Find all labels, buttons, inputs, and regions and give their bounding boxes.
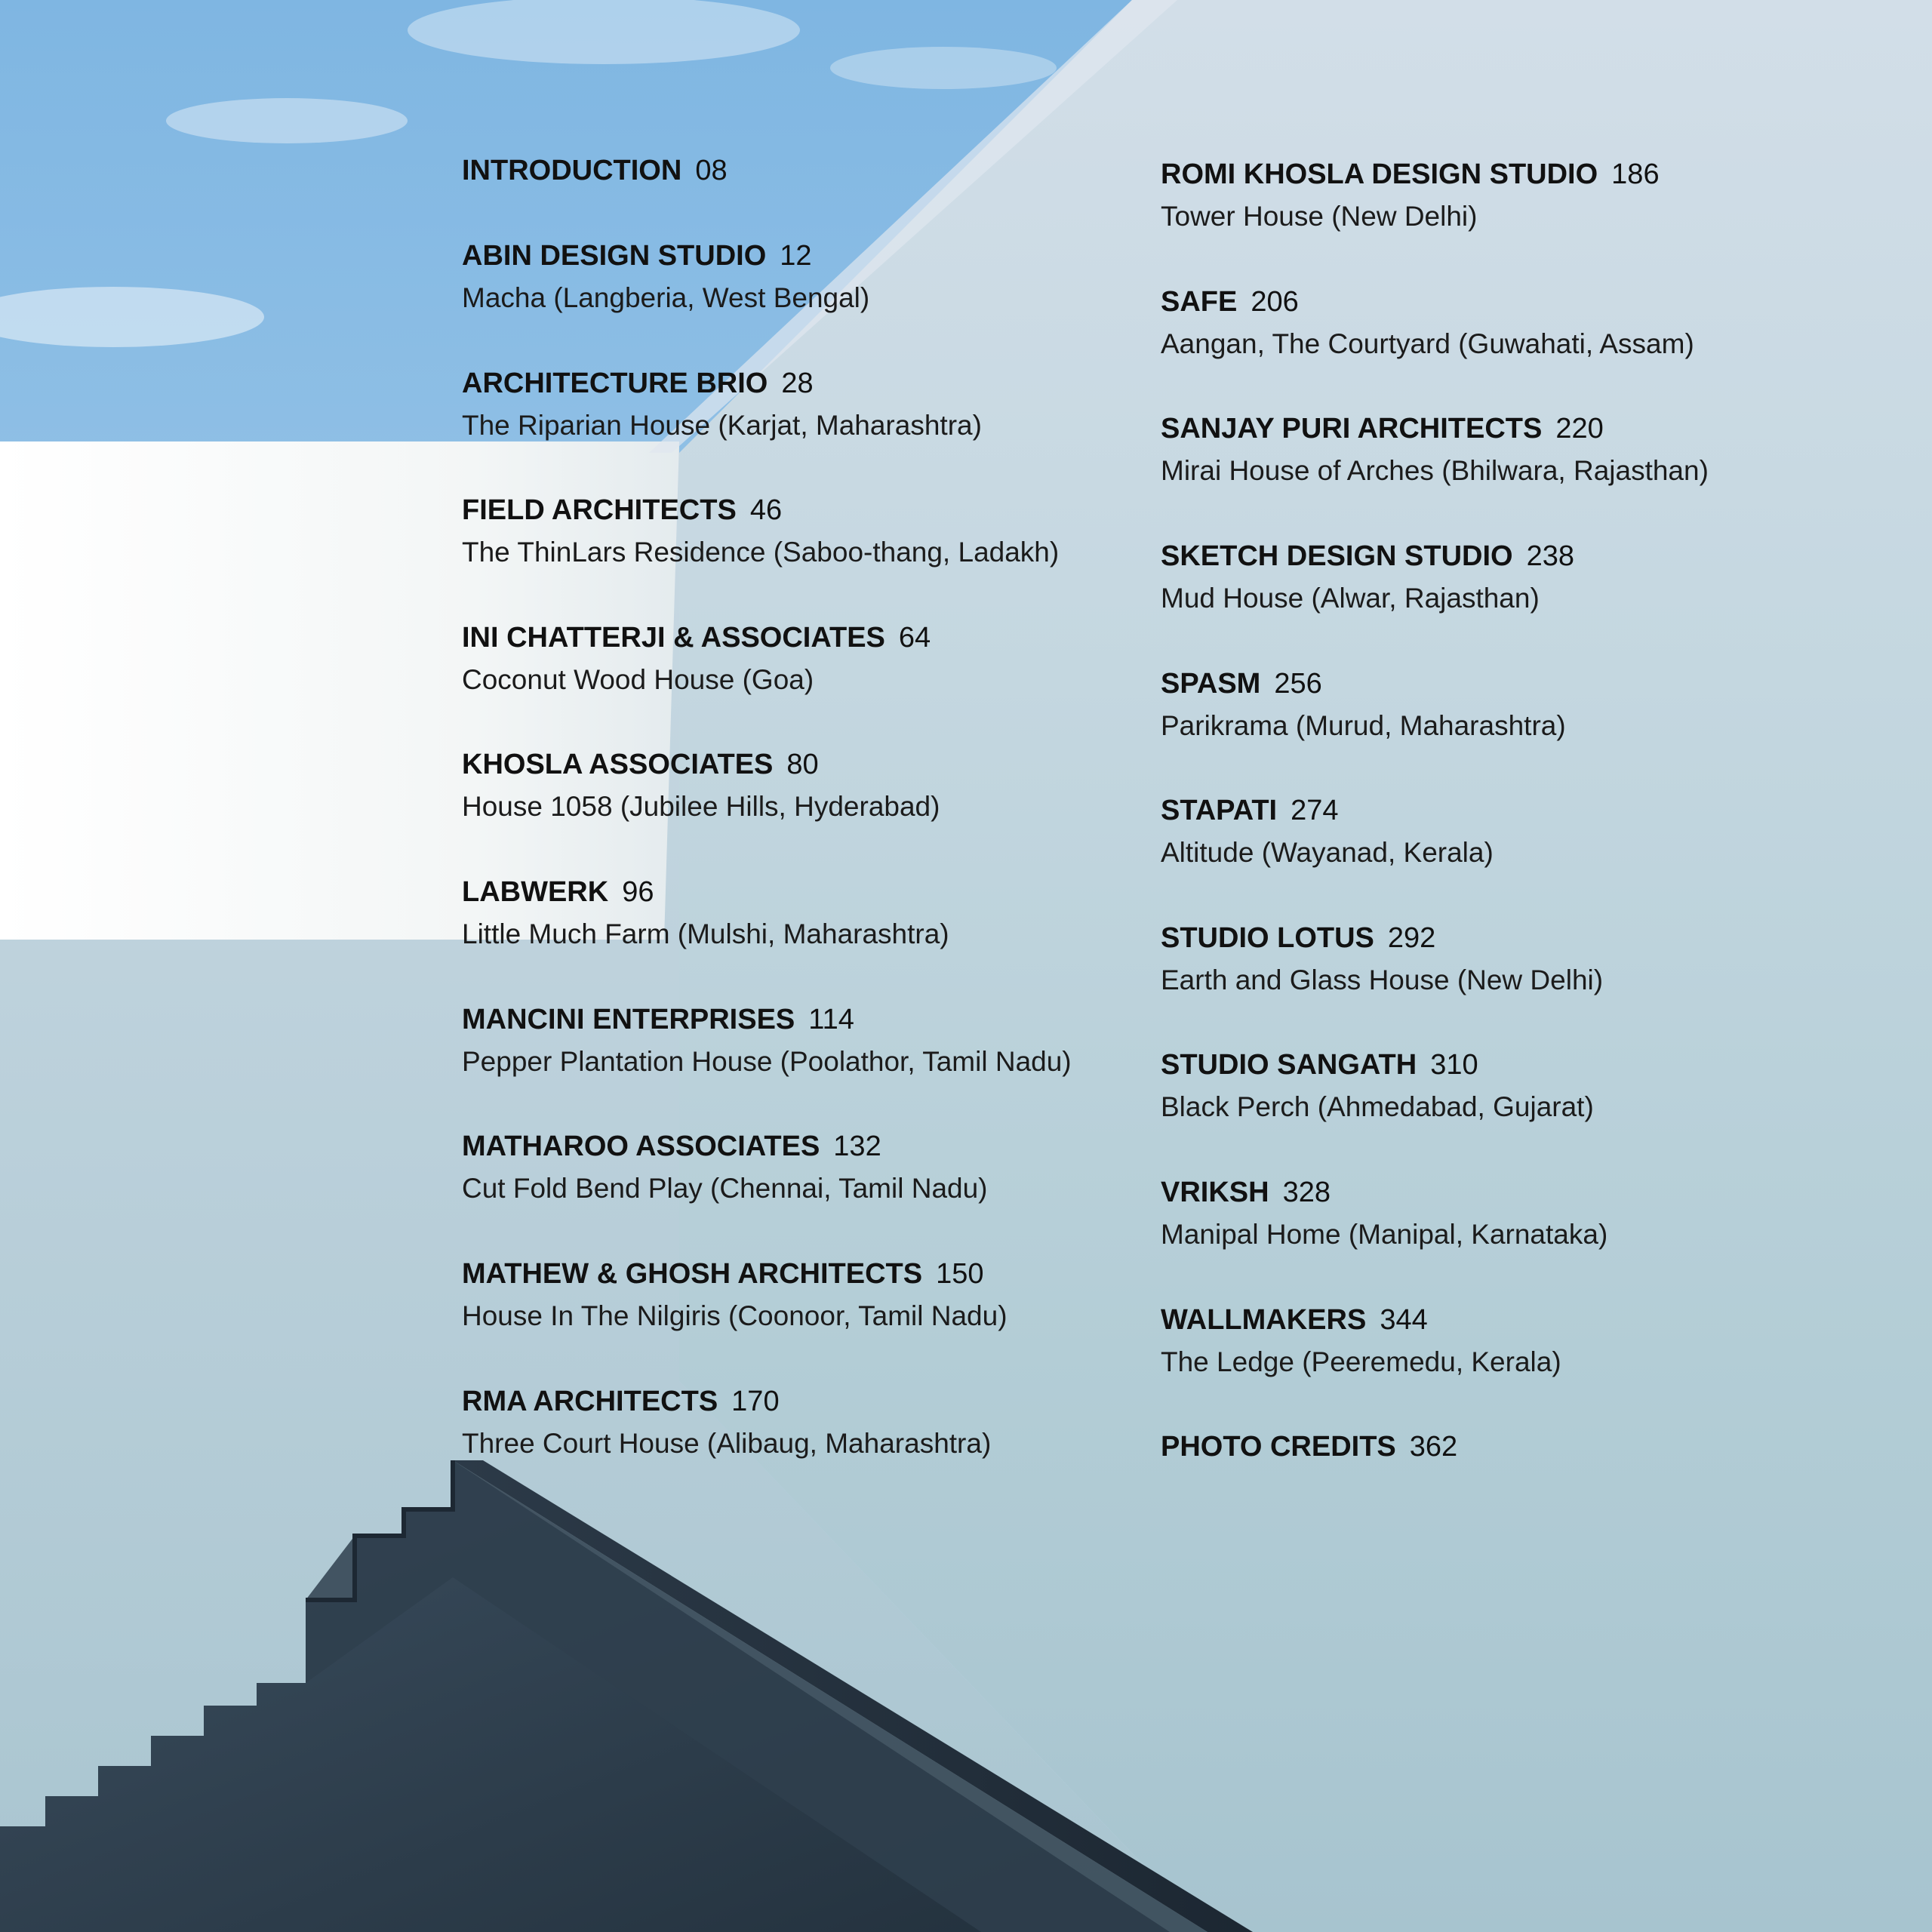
page-number: 80 (786, 749, 819, 780)
firm-name: ROMI KHOSLA DESIGN STUDIO (1161, 158, 1598, 190)
firm-name: WALLMAKERS (1161, 1304, 1367, 1336)
firm-name: SPASM (1161, 668, 1261, 700)
toc-entry[interactable] (462, 1253, 1008, 1337)
project-title: Cut Fold Bend Play (Chennai, Tamil Nadu) (462, 1173, 988, 1204)
page-number: 310 (1430, 1049, 1478, 1081)
firm-name: SANJAY PURI ARCHITECTS (1161, 413, 1543, 445)
project-title: Little Much Farm (Mulshi, Maharashtra) (462, 918, 949, 949)
toc-entry[interactable] (462, 489, 1059, 574)
firm-name: MATHEW & GHOSH ARCHITECTS (462, 1258, 923, 1290)
page-number: 132 (833, 1131, 881, 1162)
page-number: 114 (808, 1004, 854, 1035)
page-number: 362 (1409, 1431, 1458, 1463)
toc-entry[interactable] (1161, 281, 1694, 365)
firm-name: INI CHATTERJI & ASSOCIATES (462, 622, 885, 654)
toc-entry[interactable] (1161, 408, 1709, 492)
firm-name: STUDIO LOTUS (1161, 922, 1374, 954)
page-number: 274 (1291, 795, 1339, 826)
page-number: 206 (1251, 286, 1299, 318)
page-number: 256 (1274, 668, 1322, 700)
toc-entry[interactable] (462, 149, 728, 192)
firm-name: INTRODUCTION (462, 155, 682, 186)
project-title: Three Court House (Alibaug, Maharashtra) (462, 1428, 992, 1459)
project-title: Mud House (Alwar, Rajasthan) (1161, 583, 1540, 614)
project-title: House 1058 (Jubilee Hills, Hyderabad) (462, 791, 940, 822)
toc-entry[interactable] (462, 1380, 991, 1465)
firm-name: KHOSLA ASSOCIATES (462, 749, 774, 780)
firm-name: SKETCH DESIGN STUDIO (1161, 540, 1513, 572)
firm-name: SAFE (1161, 286, 1238, 318)
project-title: Tower House (New Delhi) (1161, 201, 1478, 232)
page-number: 150 (936, 1258, 984, 1290)
page-number: 08 (695, 155, 728, 186)
page-number: 64 (898, 622, 931, 654)
project-title: Pepper Plantation House (Poolathor, Tamil Nadu) (462, 1046, 1072, 1077)
toc-entry[interactable] (462, 743, 940, 828)
toc-entry[interactable] (462, 1125, 988, 1210)
page-number: 96 (622, 876, 654, 908)
toc-entry[interactable] (1161, 153, 1660, 238)
firm-name: STUDIO SANGATH (1161, 1049, 1417, 1081)
firm-name: PHOTO CREDITS (1161, 1431, 1396, 1463)
firm-name: FIELD ARCHITECTS (462, 494, 737, 526)
toc-entry[interactable] (462, 235, 869, 319)
page-number: 12 (780, 240, 812, 272)
firm-name: MANCINI ENTERPRISES (462, 1004, 795, 1035)
firm-name: ABIN DESIGN STUDIO (462, 240, 767, 272)
page-number: 292 (1387, 922, 1436, 954)
project-title: The Ledge (Peeremedu, Kerala) (1161, 1346, 1561, 1377)
toc-entry[interactable] (462, 617, 931, 701)
project-title: Parikrama (Murud, Maharashtra) (1161, 710, 1566, 741)
project-title: The Riparian House (Karjat, Maharashtra) (462, 410, 982, 441)
firm-name: STAPATI (1161, 795, 1278, 826)
page-number: 220 (1555, 413, 1604, 445)
project-title: House In The Nilgiris (Coonoor, Tamil Nadu) (462, 1300, 1008, 1331)
toc-entry[interactable] (1161, 535, 1574, 620)
project-title: Mirai House of Arches (Bhilwara, Rajasthan) (1161, 455, 1709, 486)
project-title: Macha (Langberia, West Bengal) (462, 282, 870, 313)
project-title: The ThinLars Residence (Saboo-thang, Ladakh) (462, 537, 1060, 568)
page-number: 186 (1611, 158, 1660, 190)
toc-entry[interactable] (1161, 1299, 1561, 1383)
project-title: Earth and Glass House (New Delhi) (1161, 964, 1604, 995)
toc-entry[interactable] (1161, 917, 1603, 1001)
page-number: 46 (749, 494, 783, 526)
firm-name: VRIKSH (1161, 1177, 1269, 1208)
toc-entry[interactable] (1161, 663, 1566, 747)
project-title: Manipal Home (Manipal, Karnataka) (1161, 1219, 1608, 1250)
page-number: 170 (731, 1386, 780, 1417)
page-number: 238 (1526, 540, 1575, 572)
project-title: Coconut Wood House (Goa) (462, 664, 814, 695)
firm-name: ARCHITECTURE BRIO (462, 368, 768, 399)
page-number: 328 (1282, 1177, 1331, 1208)
toc-entry[interactable] (1161, 1426, 1457, 1468)
toc-entry[interactable] (1161, 1044, 1594, 1128)
project-title: Altitude (Wayanad, Kerala) (1161, 837, 1494, 868)
toc-entry[interactable] (462, 998, 1072, 1083)
project-title: Black Perch (Ahmedabad, Gujarat) (1161, 1091, 1594, 1122)
toc-entry[interactable] (462, 871, 949, 955)
toc-entry[interactable] (1161, 1171, 1607, 1256)
page-number: 344 (1380, 1304, 1428, 1336)
firm-name: RMA ARCHITECTS (462, 1386, 718, 1417)
toc-entry[interactable] (1161, 789, 1494, 874)
project-title: Aangan, The Courtyard (Guwahati, Assam) (1161, 328, 1694, 359)
firm-name: MATHAROO ASSOCIATES (462, 1131, 820, 1162)
page-number: 28 (781, 368, 814, 399)
toc-entry[interactable] (462, 362, 982, 447)
firm-name: LABWERK (462, 876, 609, 908)
